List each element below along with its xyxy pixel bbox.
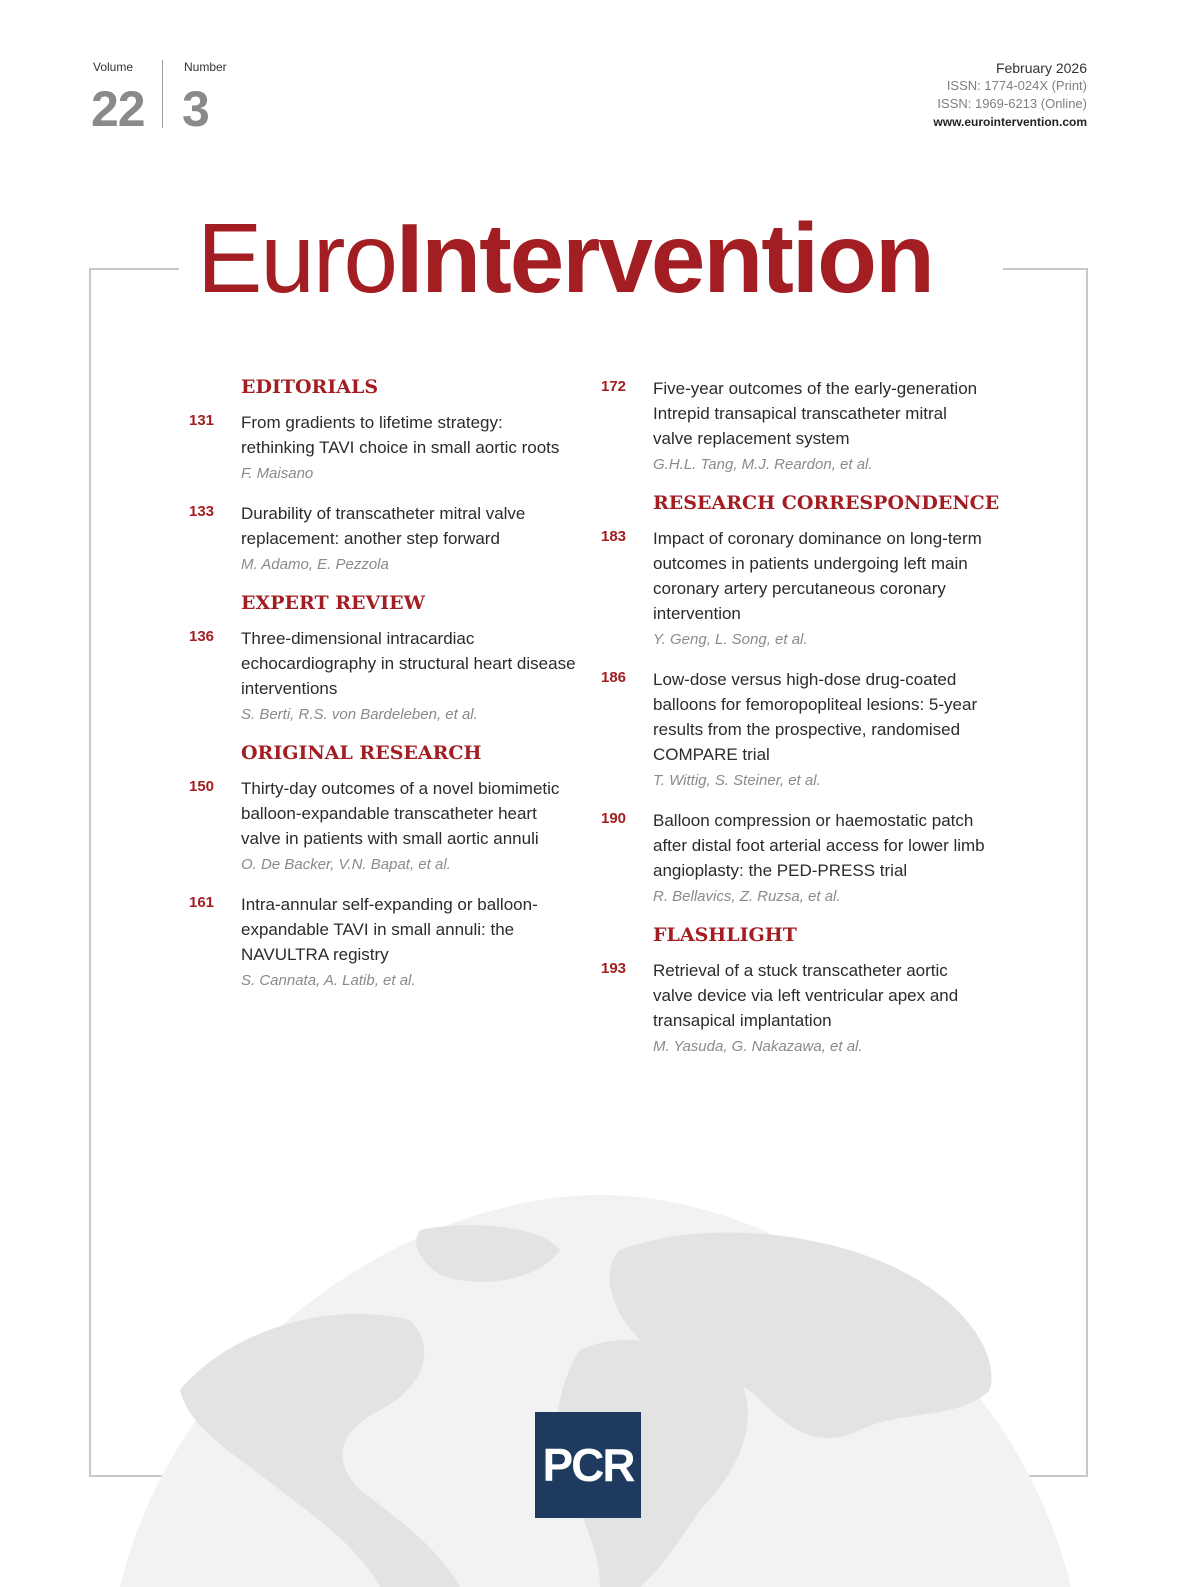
article-title[interactable]: Retrieval of a stuck transcatheter aortic valve device via left ventricular apex and transapical implantation [653, 961, 959, 1030]
article-authors: O. De Backer, V.N. Bapat, et al. [241, 856, 451, 873]
section-heading-flashlight: FLASHLIGHT [653, 924, 797, 946]
publication-info [933, 59, 1087, 131]
page-number: 150 [189, 778, 215, 795]
article-authors: M. Yasuda, G. Nakazawa, et al. [653, 1038, 863, 1055]
toc-entry[interactable] [189, 892, 579, 992]
article-authors: T. Wittig, S. Steiner, et al. [653, 772, 821, 789]
section-heading-editorials: EDITORIALS [241, 376, 379, 398]
logo-intervention: Intervention [396, 203, 933, 313]
world-map-illustration [0, 1190, 1191, 1587]
toc-entry[interactable] [189, 626, 579, 726]
toc-entry[interactable] [601, 526, 991, 651]
page-number: 131 [189, 412, 215, 429]
article-title[interactable]: Three-dimensional intracardiac echocardiography in structural heart disease interventions [241, 629, 576, 698]
article-title[interactable]: Impact of coronary dominance on long-term outcomes in patients undergoing left main coronary artery percutaneous coronary intervention [653, 529, 982, 623]
journal-url[interactable]: www.eurointervention.com [933, 115, 1087, 129]
volume-number: 22 [91, 81, 145, 137]
frame-top-left [89, 268, 179, 270]
toc-entry[interactable] [601, 808, 991, 908]
page-number: 133 [189, 503, 215, 520]
article-authors: G.H.L. Tang, M.J. Reardon, et al. [653, 456, 873, 473]
section-heading-original-research: ORIGINAL RESEARCH [241, 742, 482, 764]
page-number: 193 [601, 960, 627, 977]
page-number: 136 [189, 628, 215, 645]
toc-entry[interactable] [601, 958, 991, 1058]
page-number: 183 [601, 528, 627, 545]
issn-online: ISSN: 1969-6213 (Online) [937, 96, 1087, 111]
issn-print: ISSN: 1774-024X (Print) [946, 78, 1087, 93]
volume-divider [162, 60, 163, 128]
page-number: 161 [189, 894, 215, 911]
article-title[interactable]: Intra-annular self-expanding or balloon-expandable TAVI in small annuli: the NAVULTRA registry [241, 895, 538, 964]
toc-left-column [189, 376, 579, 1008]
toc-entry[interactable] [601, 667, 991, 792]
frame-top-right [1003, 268, 1088, 270]
article-title[interactable]: Low-dose versus high-dose drug-coated balloons for femoropopliteal lesions: 5-year results from the prospective, randomised COMPARE trial [653, 670, 978, 764]
volume-label: Volume [93, 60, 134, 74]
page-number: 186 [601, 669, 627, 686]
toc-entry[interactable] [189, 501, 579, 576]
article-title[interactable]: Thirty-day outcomes of a novel biomimetic balloon-expandable transcatheter heart valve in patients with small aortic annuli [241, 779, 560, 848]
article-title[interactable]: From gradients to lifetime strategy: rethinking TAVI choice in small aortic roots [241, 413, 560, 457]
article-title[interactable]: Durability of transcatheter mitral valve replacement: another step forward [241, 504, 526, 548]
toc-right-column [601, 376, 1000, 1074]
article-authors: S. Cannata, A. Latib, et al. [241, 972, 416, 989]
page-number: 190 [601, 810, 627, 827]
number-label: Number [184, 60, 227, 74]
toc-entry[interactable] [601, 376, 991, 476]
page-number: 172 [601, 378, 627, 395]
toc-entry[interactable] [189, 776, 579, 876]
toc-entry[interactable] [189, 410, 579, 485]
article-title[interactable]: Five-year outcomes of the early-generation Intrepid transapical transcatheter mitral valve replacement system [653, 379, 978, 448]
article-authors: R. Bellavics, Z. Ruzsa, et al. [653, 888, 841, 905]
article-authors: F. Maisano [241, 465, 314, 482]
journal-logo [197, 205, 933, 313]
article-title[interactable]: Balloon compression or haemostatic patch after distal foot arterial access for lower limb angioplasty: the PED-PRESS trial [653, 811, 985, 880]
article-authors: Y. Geng, L. Song, et al. [653, 631, 808, 648]
article-authors: S. Berti, R.S. von Bardeleben, et al. [241, 706, 478, 723]
logo-euro: Euro [197, 203, 397, 313]
section-heading-research-correspondence: RESEARCH CORRESPONDENCE [653, 492, 1000, 514]
issue-number: 3 [182, 81, 209, 137]
article-authors: M. Adamo, E. Pezzola [241, 556, 389, 573]
section-heading-expert-review: EXPERT REVIEW [241, 592, 425, 614]
pcr-logo[interactable]: PCR [535, 1412, 641, 1518]
issue-date: February 2026 [995, 60, 1087, 76]
